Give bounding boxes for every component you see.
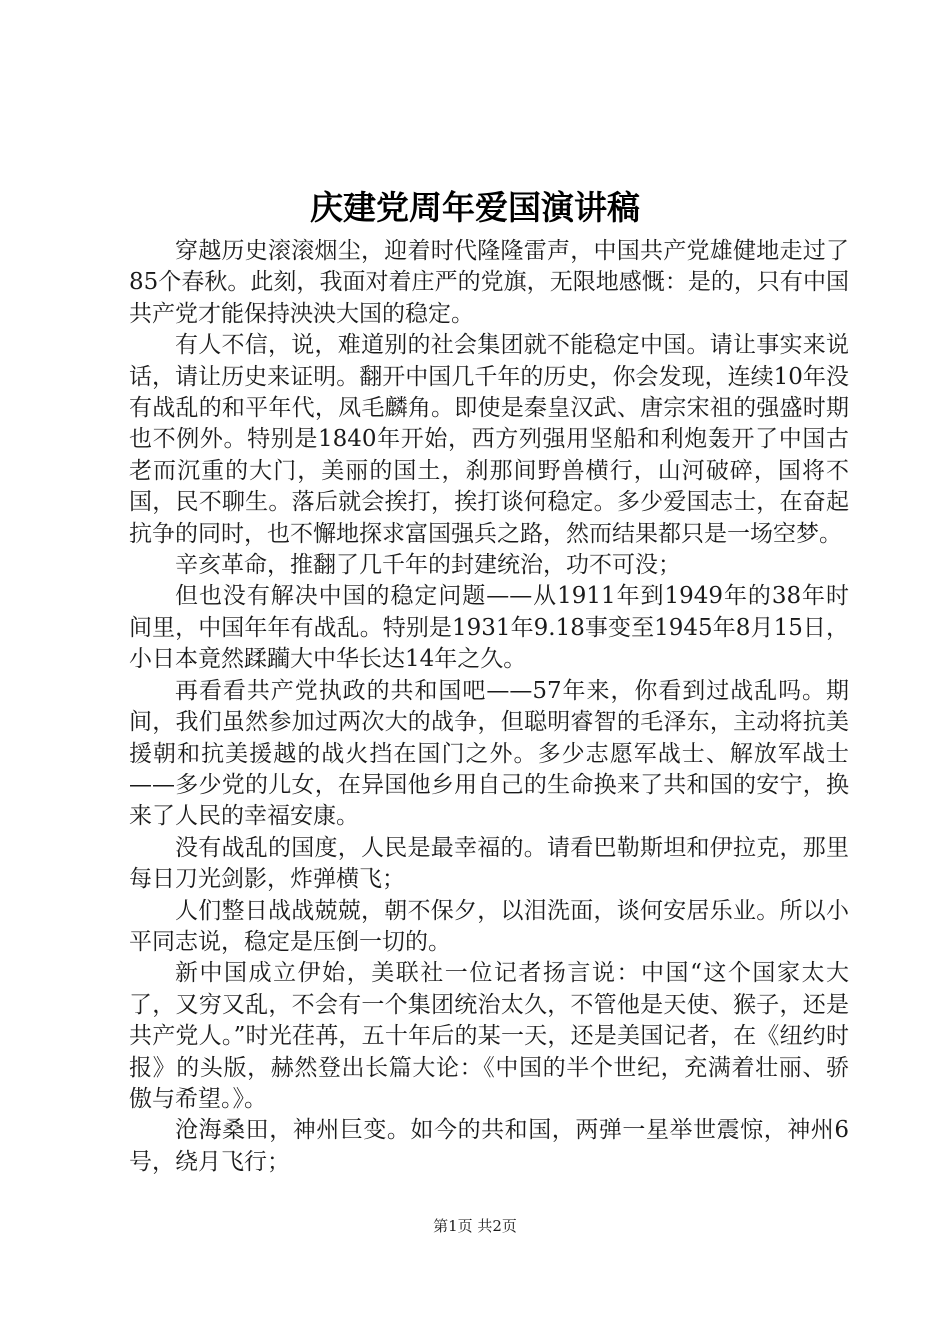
paragraph: 穿越历史滚滚烟尘，迎着时代隆隆雷声，中国共产党雄健地走过了85个春秋。此刻，我面对着庄严的党旗，无限地感慨：是的，只有中国共产党才能保持泱泱大国的稳定。 [129, 238, 849, 327]
paragraph: 再看看共产党执政的共和国吧——57年来，你看到过战乱吗。期间，我们虽然参加过两次大的战争，但聪明睿智的毛泽东，主动将抗美援朝和抗美援越的战火挡在国门之外。多少志愿军战士、解放军战士——多少党的儿女，在异国他乡用自己的生命换来了共和国的安宁，换来了人民的幸福安康。 [129, 677, 849, 830]
document-title: 庆建党周年爱国演讲稿 [310, 188, 640, 227]
page-number-footer: 第1页 共2页 [433, 1217, 517, 1235]
paragraph: 新中国成立伊始，美联社一位记者扬言说：中国“这个国家太大了，又穷又乱，不会有一个集团统治太久，不管他是天使、猴子，还是共产党人。”时光荏苒，五十年后的某一天，还是美国记者，在《纽约时报》的头版，赫然登出长篇大论：《中国的半个世纪，充满着壮丽、骄傲与希望。》。 [129, 960, 849, 1112]
paragraph: 人们整日战战兢兢，朝不保夕，以泪洗面，谈何安居乐业。所以小平同志说，稳定是压倒一切的。 [129, 897, 849, 955]
paragraph: 辛亥革命，推翻了几千年的封建统治，功不可没； [175, 552, 681, 579]
paragraph: 有人不信，说，难道别的社会集团就不能稳定中国。请让事实来说话，请让历史来证明。翻开中国几千年的历史，你会发现，连续10年没有战乱的和平年代，凤毛麟角。即使是秦皇汉武、唐宗宋祖的强盛时期也不例外。特别是1840年开始，西方列强用坚船和利炮轰开了中国古老而沉重的大门，美丽的国土，刹那间野兽横行，山河破碎，国将不国，民不聊生。落后就会挨打，挨打谈何稳定。多少爱国志士，在奋起抗争的同时，也不懈地探求富国强兵之路，然而结果都只是一场空梦。 [129, 332, 849, 547]
paragraph: 但也没有解决中国的稳定问题——从1911年到1949年的38年时间里，中国年年有战乱。特别是1931年9.18事变至1945年8月15日，小日本竟然蹂躏大中华长达14年之久。 [129, 583, 849, 673]
paragraph: 沧海桑田，神州巨变。如今的共和国，两弹一星举世震惊，神州6号，绕月飞行； [129, 1117, 849, 1175]
paragraph: 没有战乱的国度，人民是最幸福的。请看巴勒斯坦和伊拉克，那里每日刀光剑影，炸弹横飞； [129, 834, 849, 893]
document-body [129, 236, 849, 1178]
